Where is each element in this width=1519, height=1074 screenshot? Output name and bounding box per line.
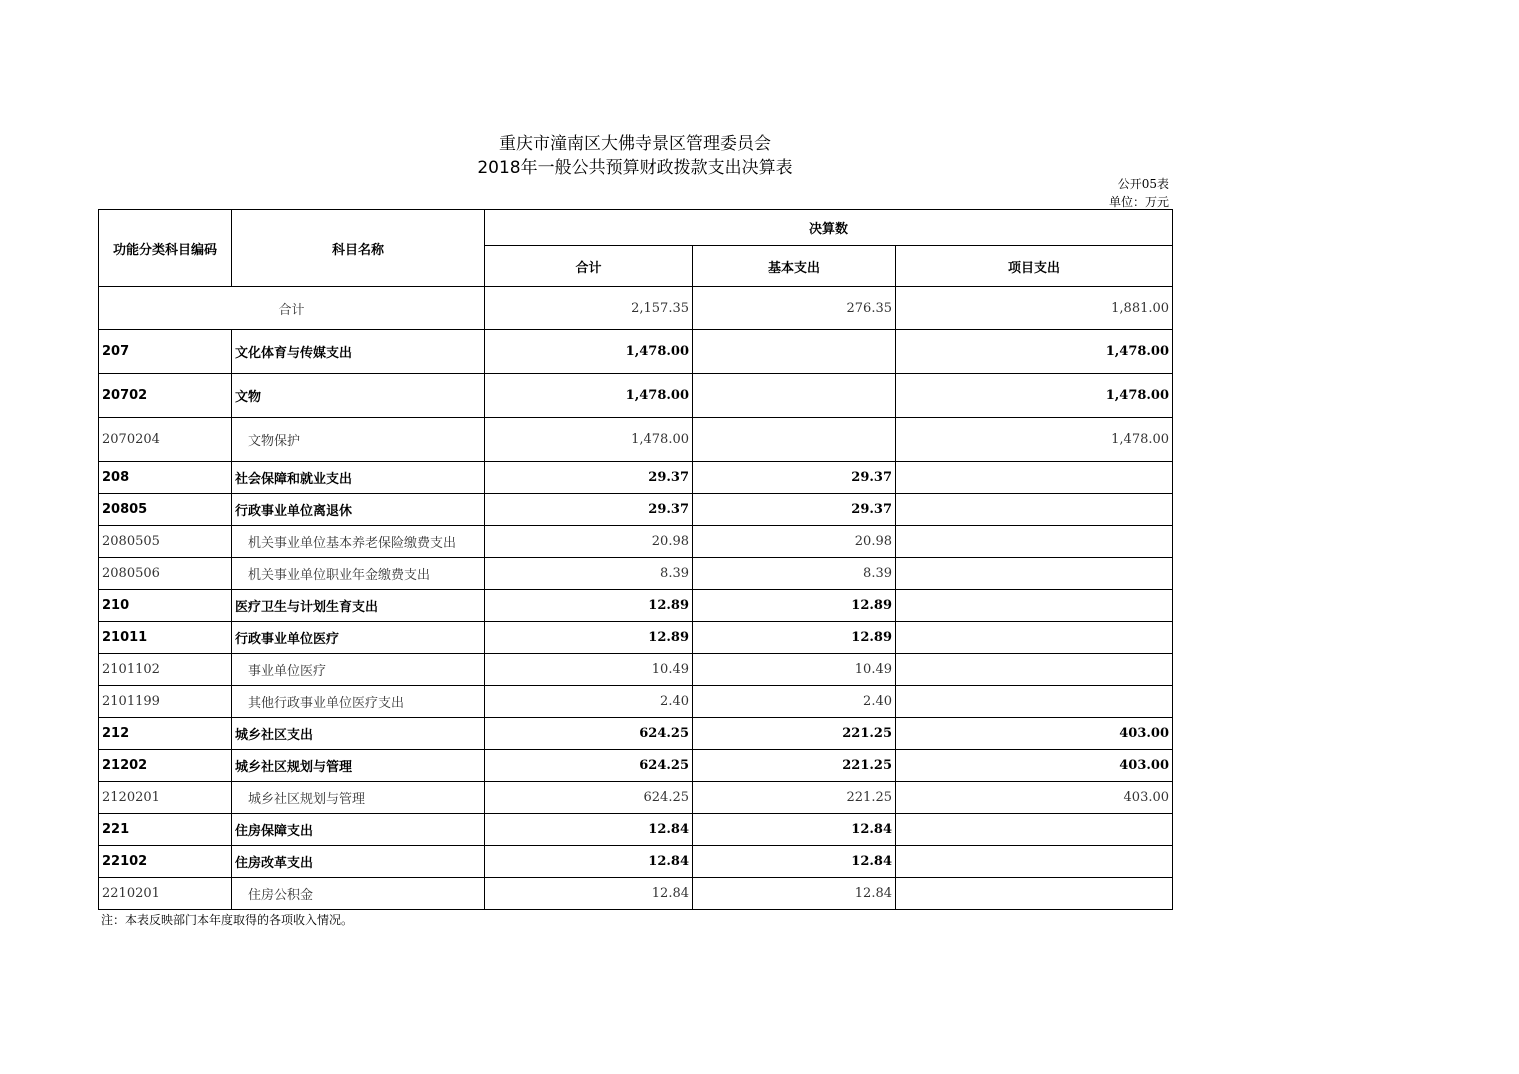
row-basic: 8.39 — [693, 558, 896, 590]
row-basic: 221.25 — [693, 750, 896, 782]
row-basic: 12.89 — [693, 590, 896, 622]
row-total: 10.49 — [485, 654, 693, 686]
row-basic: 10.49 — [693, 654, 896, 686]
header-total: 合计 — [485, 246, 693, 287]
row-basic: 221.25 — [693, 718, 896, 750]
table-row — [99, 878, 1173, 910]
row-project — [896, 526, 1173, 558]
form-number: 公开05表 — [1117, 177, 1169, 191]
table-row — [99, 494, 1173, 526]
row-total: 1,478.00 — [485, 374, 693, 418]
table-row — [99, 718, 1173, 750]
row-project: 403.00 — [896, 782, 1173, 814]
row-name: 城乡社区规划与管理 — [232, 750, 485, 782]
row-code: 210 — [99, 590, 232, 622]
row-basic: 2.40 — [693, 686, 896, 718]
total-total: 2,157.35 — [485, 287, 693, 330]
row-code: 212 — [99, 718, 232, 750]
row-total: 12.84 — [485, 814, 693, 846]
table-row — [99, 782, 1173, 814]
row-basic: 12.84 — [693, 814, 896, 846]
row-project: 1,478.00 — [896, 418, 1173, 462]
table-row — [99, 750, 1173, 782]
total-basic: 276.35 — [693, 287, 896, 330]
unit-label: 单位：万元 — [1108, 195, 1169, 209]
row-basic — [693, 418, 896, 462]
table-row — [99, 558, 1173, 590]
row-code: 2080506 — [99, 558, 232, 590]
row-basic — [693, 330, 896, 374]
row-name: 城乡社区规划与管理 — [232, 782, 485, 814]
row-name: 住房改革支出 — [232, 846, 485, 878]
row-code: 2080505 — [99, 526, 232, 558]
row-project — [896, 494, 1173, 526]
row-project: 403.00 — [896, 750, 1173, 782]
row-name: 住房公积金 — [232, 878, 485, 910]
table-row — [99, 462, 1173, 494]
row-basic: 12.84 — [693, 846, 896, 878]
row-basic: 29.37 — [693, 462, 896, 494]
row-project: 1,478.00 — [896, 374, 1173, 418]
row-total: 29.37 — [485, 494, 693, 526]
row-code: 208 — [99, 462, 232, 494]
row-total: 12.84 — [485, 878, 693, 910]
row-total: 29.37 — [485, 462, 693, 494]
row-project: 1,478.00 — [896, 330, 1173, 374]
row-project — [896, 654, 1173, 686]
table-row — [99, 526, 1173, 558]
row-total: 2.40 — [485, 686, 693, 718]
row-project — [896, 590, 1173, 622]
row-code: 2101199 — [99, 686, 232, 718]
row-total: 1,478.00 — [485, 330, 693, 374]
row-name: 事业单位医疗 — [232, 654, 485, 686]
row-project — [896, 846, 1173, 878]
header-group: 决算数 — [485, 210, 1173, 246]
row-basic: 221.25 — [693, 782, 896, 814]
total-project: 1,881.00 — [896, 287, 1173, 330]
table-row — [99, 590, 1173, 622]
row-project: 403.00 — [896, 718, 1173, 750]
row-name: 文物 — [232, 374, 485, 418]
row-total: 12.89 — [485, 590, 693, 622]
row-project — [896, 558, 1173, 590]
row-name: 机关事业单位基本养老保险缴费支出 — [232, 526, 485, 558]
row-name: 行政事业单位离退休 — [232, 494, 485, 526]
header-name: 科目名称 — [232, 210, 485, 287]
row-total: 624.25 — [485, 782, 693, 814]
footnote: 注：本表反映部门本年度取得的各项收入情况。 — [101, 913, 354, 927]
total-row — [99, 287, 1173, 330]
row-name: 住房保障支出 — [232, 814, 485, 846]
row-basic: 12.84 — [693, 878, 896, 910]
row-code: 21202 — [99, 750, 232, 782]
table-row — [99, 374, 1173, 418]
header-basic: 基本支出 — [693, 246, 896, 287]
row-project — [896, 814, 1173, 846]
row-name: 城乡社区支出 — [232, 718, 485, 750]
row-code: 207 — [99, 330, 232, 374]
row-total: 1,478.00 — [485, 418, 693, 462]
document-subtitle: 2018年一般公共预算财政拨款支出决算表 — [477, 158, 793, 178]
row-total: 624.25 — [485, 750, 693, 782]
row-code: 22102 — [99, 846, 232, 878]
row-name: 行政事业单位医疗 — [232, 622, 485, 654]
header-code: 功能分类科目编码 — [99, 210, 232, 287]
row-basic: 29.37 — [693, 494, 896, 526]
table-row — [99, 846, 1173, 878]
row-total: 12.89 — [485, 622, 693, 654]
row-project — [896, 622, 1173, 654]
table-row — [99, 622, 1173, 654]
row-code: 2120201 — [99, 782, 232, 814]
row-code: 2070204 — [99, 418, 232, 462]
row-basic: 20.98 — [693, 526, 896, 558]
row-name: 机关事业单位职业年金缴费支出 — [232, 558, 485, 590]
row-total: 8.39 — [485, 558, 693, 590]
row-code: 20702 — [99, 374, 232, 418]
row-total: 12.84 — [485, 846, 693, 878]
row-project — [896, 462, 1173, 494]
row-code: 2210201 — [99, 878, 232, 910]
table-row — [99, 686, 1173, 718]
row-code: 20805 — [99, 494, 232, 526]
total-label: 合计 — [99, 287, 485, 330]
row-code: 2101102 — [99, 654, 232, 686]
expenditure-table — [98, 209, 1173, 910]
row-total: 624.25 — [485, 718, 693, 750]
row-name: 其他行政事业单位医疗支出 — [232, 686, 485, 718]
row-basic — [693, 374, 896, 418]
table-row — [99, 654, 1173, 686]
row-name: 文物保护 — [232, 418, 485, 462]
table-row — [99, 418, 1173, 462]
table-row — [99, 814, 1173, 846]
row-name: 文化体育与传媒支出 — [232, 330, 485, 374]
document-title: 重庆市潼南区大佛寺景区管理委员会 — [499, 134, 771, 154]
row-name: 社会保障和就业支出 — [232, 462, 485, 494]
row-project — [896, 686, 1173, 718]
row-code: 221 — [99, 814, 232, 846]
row-project — [896, 878, 1173, 910]
row-name: 医疗卫生与计划生育支出 — [232, 590, 485, 622]
row-basic: 12.89 — [693, 622, 896, 654]
row-code: 21011 — [99, 622, 232, 654]
header-project: 项目支出 — [896, 246, 1173, 287]
row-total: 20.98 — [485, 526, 693, 558]
table-row — [99, 330, 1173, 374]
